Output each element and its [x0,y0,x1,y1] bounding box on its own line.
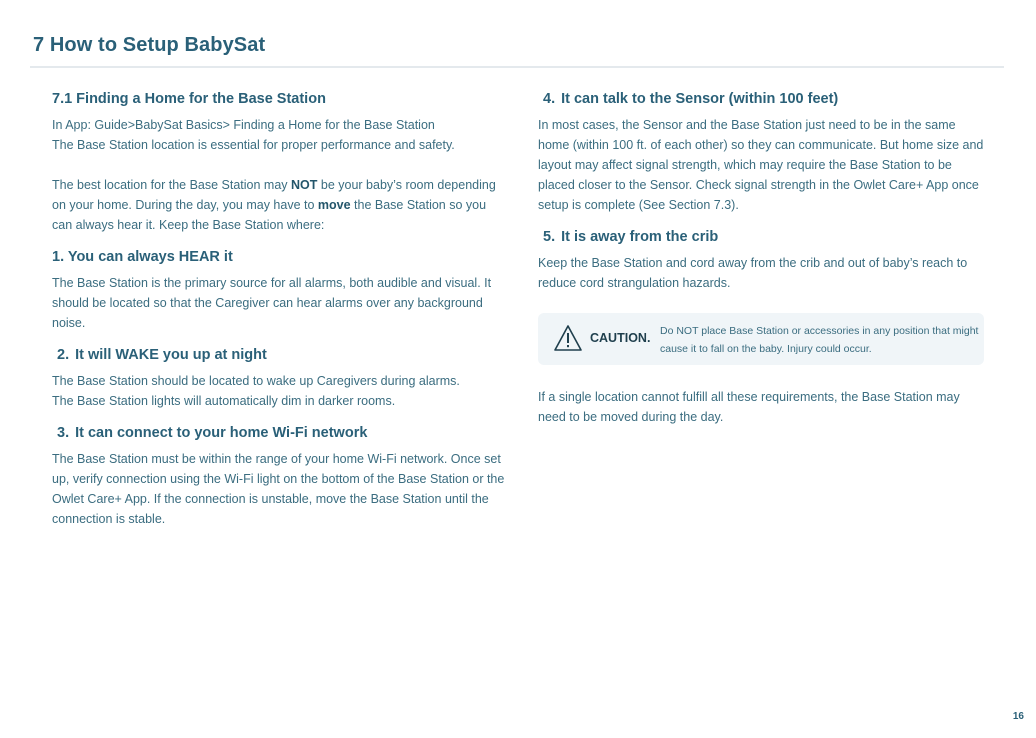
warning-triangle-icon [553,324,583,352]
closing-paragraph: If a single location cannot fulfill all these requirements, the Base Station may need to be moved during the day. [538,390,960,424]
item1-heading: 1. You can always HEAR it [52,249,233,265]
page-title: 7 How to Setup BabySat [33,34,266,56]
title-divider [30,66,1004,68]
item3-heading-text: It can connect to your home Wi-Fi network [75,425,368,441]
section-heading: 7.1 Finding a Home for the Base Station [52,91,326,107]
intro-line-importance: The Base Station location is essential for proper performance and safety. [52,138,455,152]
item2-heading [52,344,507,366]
best-location-text-1: The best location for the Base Station may [52,178,292,192]
item5-heading-text: It is away from the crib [561,229,719,245]
caution-label: CAUTION. [590,331,651,345]
caution-box [538,313,984,365]
item4-number: 4. [543,91,556,107]
item4-body: In most cases, the Sensor and the Base Station just need to be in the same home (within 100 ft. of each other) so they can communicate. But home size and layout may affect signal strength, which may require the Base Station to be placed closer to the Sensor. Check signal strength in the Owlet Care+ App once setup is complete (See Section 7.3). [538,118,984,212]
item5-heading [538,226,988,248]
best-location-text-3: the Base Station so you can always hear it. Keep the Base Station where: [52,198,487,232]
item3-body: The Base Station must be within the range of your home Wi-Fi network. Once set up, verify connection using the Wi-Fi light on the bottom of the Base Station or the Owlet Care+ App. If the connection is unstable, move the Base Station until the connection is stable. [52,452,505,526]
item2-number: 2. [57,347,70,363]
page-number: 16 [1012,711,1024,722]
right-column [538,88,988,427]
item5-body: Keep the Base Station and cord away from the crib and out of baby’s reach to reduce cord strangulation hazards. [538,256,968,290]
best-location-paragraph [52,175,507,235]
best-location-bold-move: move [317,198,351,212]
item2-body-line1: The Base Station should be located to wake up Caregivers during alarms. [52,374,460,388]
item3-number: 3. [57,425,70,441]
item3-heading [52,422,507,444]
left-column [52,88,507,529]
item2-body-line2: The Base Station lights will automatically dim in darker rooms. [52,394,396,408]
item5-number: 5. [543,229,556,245]
item4-heading-text: It can talk to the Sensor (within 100 feet) [561,91,839,107]
item1-body: The Base Station is the primary source for all alarms, both audible and visual. It should be located so that the Caregiver can hear alarms over any background noise. [52,276,492,330]
caution-message: Do NOT place Base Station or accessories in any position that might cause it to fall on the baby. Injury could occur. [660,325,979,355]
best-location-bold-not: NOT [291,178,318,192]
best-location-text-2: be your baby’s room depending on your home. During the day, you may have to [52,178,496,212]
intro-line-app-path: In App: Guide>BabySat Basics> Finding a Home for the Base Station [52,118,435,132]
item2-heading-text: It will WAKE you up at night [75,347,267,363]
item4-heading [538,88,988,110]
